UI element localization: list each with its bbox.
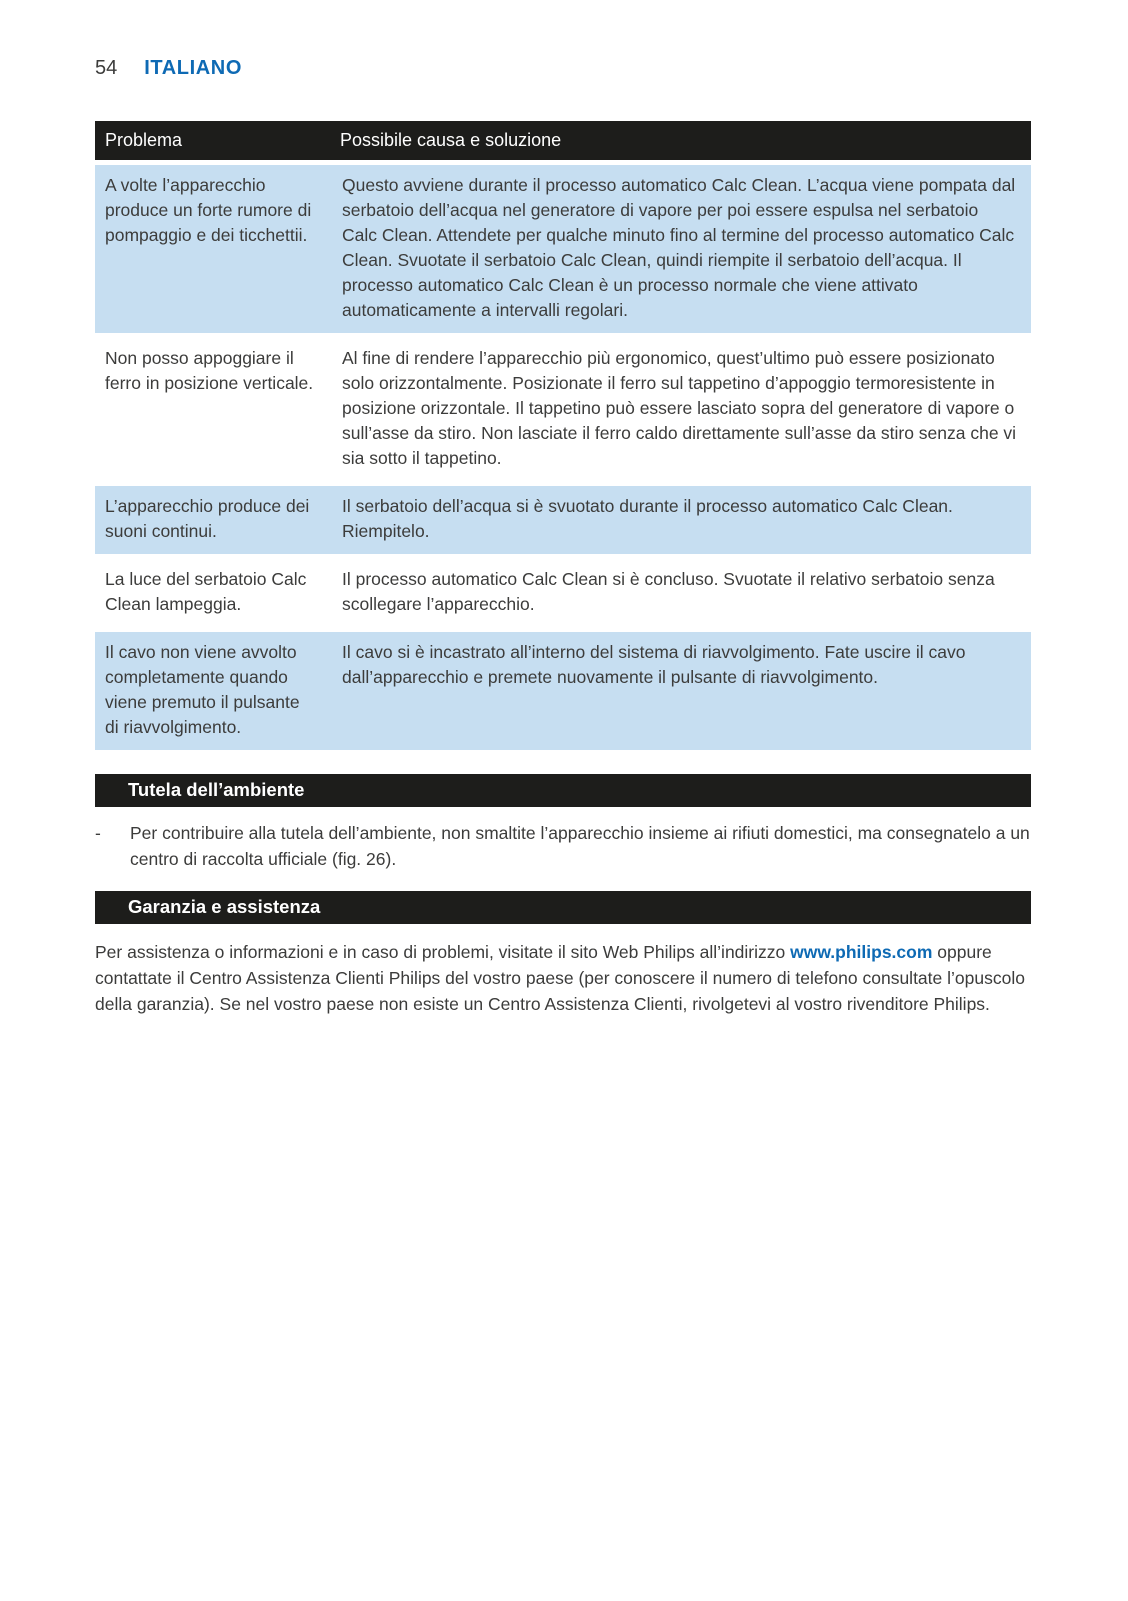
table-header-causa-soluzione: Possibile causa e soluzione	[330, 121, 1031, 160]
environment-text: Per contribuire alla tutela dell’ambiente, non smaltite l’apparecchio insieme ai rifiuti domestici, ma consegnatelo a un centro di raccolta ufficiale (fig. 26).	[130, 823, 1030, 869]
problem-cell: L’apparecchio produce dei suoni continui.	[95, 486, 330, 554]
table-body	[95, 165, 1031, 750]
table-row	[95, 559, 1031, 627]
warranty-text-before-link: Per assistenza o informazioni e in caso di problemi, visitate il sito Web Philips all’indirizzo	[95, 942, 791, 962]
problem-cell: Non posso appoggiare il ferro in posizione verticale.	[95, 338, 330, 481]
table-row	[95, 632, 1031, 750]
solution-cell: Al fine di rendere l’apparecchio più ergonomico, quest’ultimo può essere posizionato solo orizzontalmente. Posizionate il ferro sul tappetino d’appoggio termoresistente in posizione orizzontale. Il tappetino può essere lasciato sopra del generatore di vapore o sull’asse da stiro. Non lasciate il ferro caldo direttamente sull’asse da stiro senza che vi sia sotto il tappetino.	[330, 338, 1031, 481]
warranty-text-after-link: oppure contattate il Centro Assistenza Clienti Philips del vostro paese (per conoscere il numero di telefono consultate l’opuscolo della garanzia). Se nel vostro paese non esiste un Centro Assistenza Clienti, rivolgetevi al vostro rivenditore Philips.	[95, 942, 1025, 1014]
bullet-dash-marker: -	[95, 823, 101, 843]
table-header-problema: Problema	[95, 121, 330, 160]
problem-cell: A volte l’apparecchio produce un forte rumore di pompaggio e dei ticchettii.	[95, 165, 330, 333]
environment-bullet-item	[95, 820, 1031, 872]
table-row	[95, 486, 1031, 554]
table-row	[95, 165, 1031, 333]
table-header-row	[95, 121, 1031, 160]
page-header	[95, 57, 1031, 80]
solution-cell: Il serbatoio dell’acqua si è svuotato durante il processo automatico Calc Clean. Riempitelo.	[330, 486, 1031, 554]
page-language-title: ITALIANO	[144, 57, 242, 79]
page-number: 54	[95, 57, 118, 79]
philips-website-link[interactable]: www.philips.com	[790, 942, 933, 962]
section-title-garanzia-assistenza: Garanzia e assistenza	[95, 891, 1031, 924]
solution-cell: Il cavo si è incastrato all’interno del sistema di riavvolgimento. Fate uscire il cavo dall’apparecchio e premete nuovamente il pulsante di riavvolgimento.	[330, 632, 1031, 750]
warranty-paragraph	[95, 939, 1031, 1017]
table-row	[95, 338, 1031, 481]
solution-cell: Questo avviene durante il processo automatico Calc Clean. L’acqua viene pompata dal serbatoio dell’acqua nel generatore di vapore per poi essere espulsa nel serbatoio Calc Clean. Attendete per qualche minuto fino al termine del processo automatico Calc Clean. Svuotate il serbatoio Calc Clean, quindi riempite il serbatoio dell’acqua. Il processo automatico Calc Clean è un processo normale che viene attivato automaticamente a intervalli regolari.	[330, 165, 1031, 333]
troubleshooting-table	[95, 116, 1031, 755]
solution-cell: Il processo automatico Calc Clean si è concluso. Svuotate il relativo serbatoio senza scollegare l’apparecchio.	[330, 559, 1031, 627]
problem-cell: Il cavo non viene avvolto completamente quando viene premuto il pulsante di riavvolgimento.	[95, 632, 330, 750]
table-head	[95, 121, 1031, 160]
problem-cell: La luce del serbatoio Calc Clean lampeggia.	[95, 559, 330, 627]
section-title-tutela-ambiente: Tutela dell’ambiente	[95, 774, 1031, 807]
